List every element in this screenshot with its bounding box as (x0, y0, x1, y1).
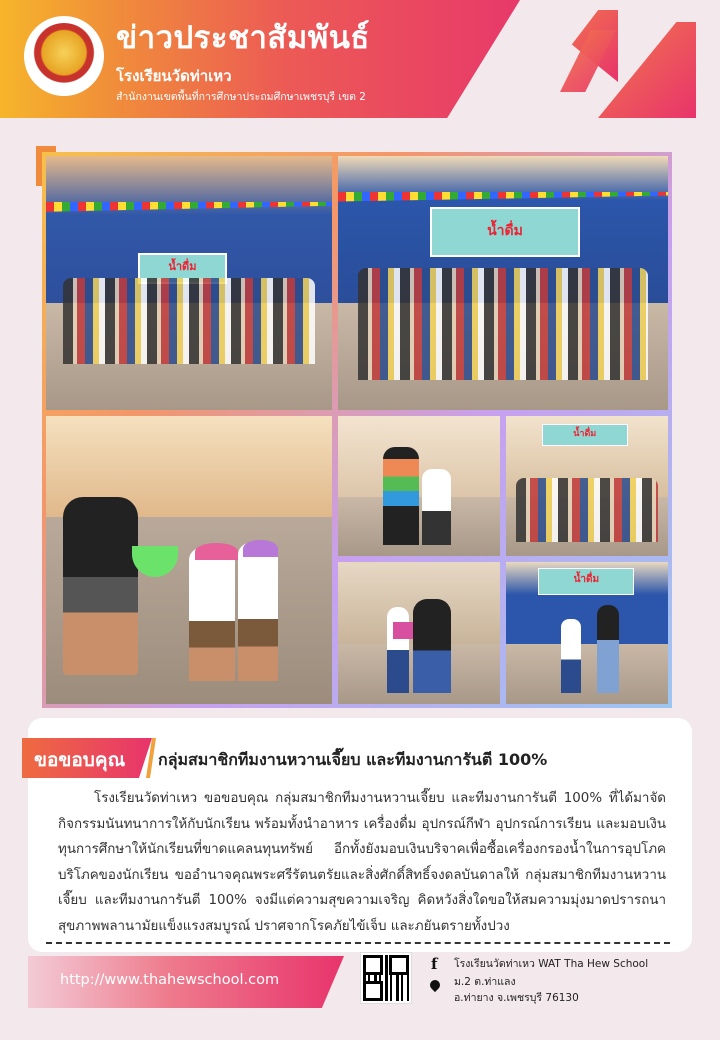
school-logo (24, 16, 104, 96)
facebook-icon: f (431, 955, 438, 973)
group-photo-3 (506, 416, 668, 556)
website-link[interactable]: http://www.thahewschool.com (60, 972, 280, 988)
group-photo-1 (46, 156, 332, 410)
education-office: สำนักงานเขตพื้นที่การศึกษาประถมศึกษาเพชรบุรี เขต 2 (116, 91, 366, 103)
qr-code-icon[interactable] (360, 952, 412, 1004)
divider (46, 942, 670, 944)
photo-banner: น้ำดื่ม (430, 207, 579, 257)
school-emblem-icon (31, 23, 97, 89)
address-line-1: ม.2 ต.ท่าแลง (454, 976, 516, 988)
map-pin-icon (428, 978, 442, 992)
photo-banner: น้ำดื่ม (538, 568, 634, 596)
photo-banner: น้ำดื่ม (138, 253, 228, 285)
article-body: โรงเรียนวัดท่าเหว ขอขอบคุณ กลุ่มสมาชิกทีมงานหวานเจี๊ยบ และทีมงานการันตี 100% ที่ได้มาจัดกิจกรรมนันทนาการให้กับนักเรียน พร้อมทั้งนำอาหาร เครื่องดื่ม อุปกรณ์กีฬา อุปกรณ์การเรียน และมอบเงินทุนการศึกษาให้นักเรียนที่ขาดแคลนทุนทรัพย์ อีกทั้งยังมอบเงินบริจาคเพื่อซื้อเครื่องกรองน้ำในการอุปโภคบริโภคของนักเรียน ขออำนาจคุณพระศรีรัตนตรัยและสิ่งศักดิ์สิทธิ์จงดลบันดาลให้ กลุ่มสมาชิกทีมงานหวานเจี๊ยบ และทีมงานการันตี 100% จงมีแต่ความสุขความเจริญ คิดหวังสิ่งใดขอให้สมความมุ่งมาดปรารถนา สุขภาพพลานามัยแข็งแรงสมบูรณ์ ปราศจากโรคภัยไข้เจ็บ และภยันตรายทั้งปวง (58, 791, 666, 934)
donation-photo-2 (338, 562, 500, 704)
facebook-page-name[interactable]: โรงเรียนวัดท่าเหว WAT Tha Hew School (454, 958, 649, 970)
address-line-2: อ.ท่ายาง จ.เพชรบุรี 76130 (454, 992, 579, 1004)
donation-photo-1 (338, 416, 500, 556)
thank-you-label: ขอขอบคุณ (34, 749, 126, 771)
group-photo-2 (338, 156, 668, 410)
page-title: ข่าวประชาสัมพันธ์ (116, 20, 370, 56)
game-photo (46, 416, 332, 704)
donation-photo-3 (506, 562, 668, 704)
article-headline: กลุ่มสมาชิกทีมงานหวานเจี๊ยบ และทีมงานการันตี 100% (158, 750, 548, 769)
school-name: โรงเรียนวัดท่าเหว (116, 67, 232, 85)
photo-collage (42, 152, 672, 708)
photo-banner: น้ำดื่ม (542, 424, 628, 446)
